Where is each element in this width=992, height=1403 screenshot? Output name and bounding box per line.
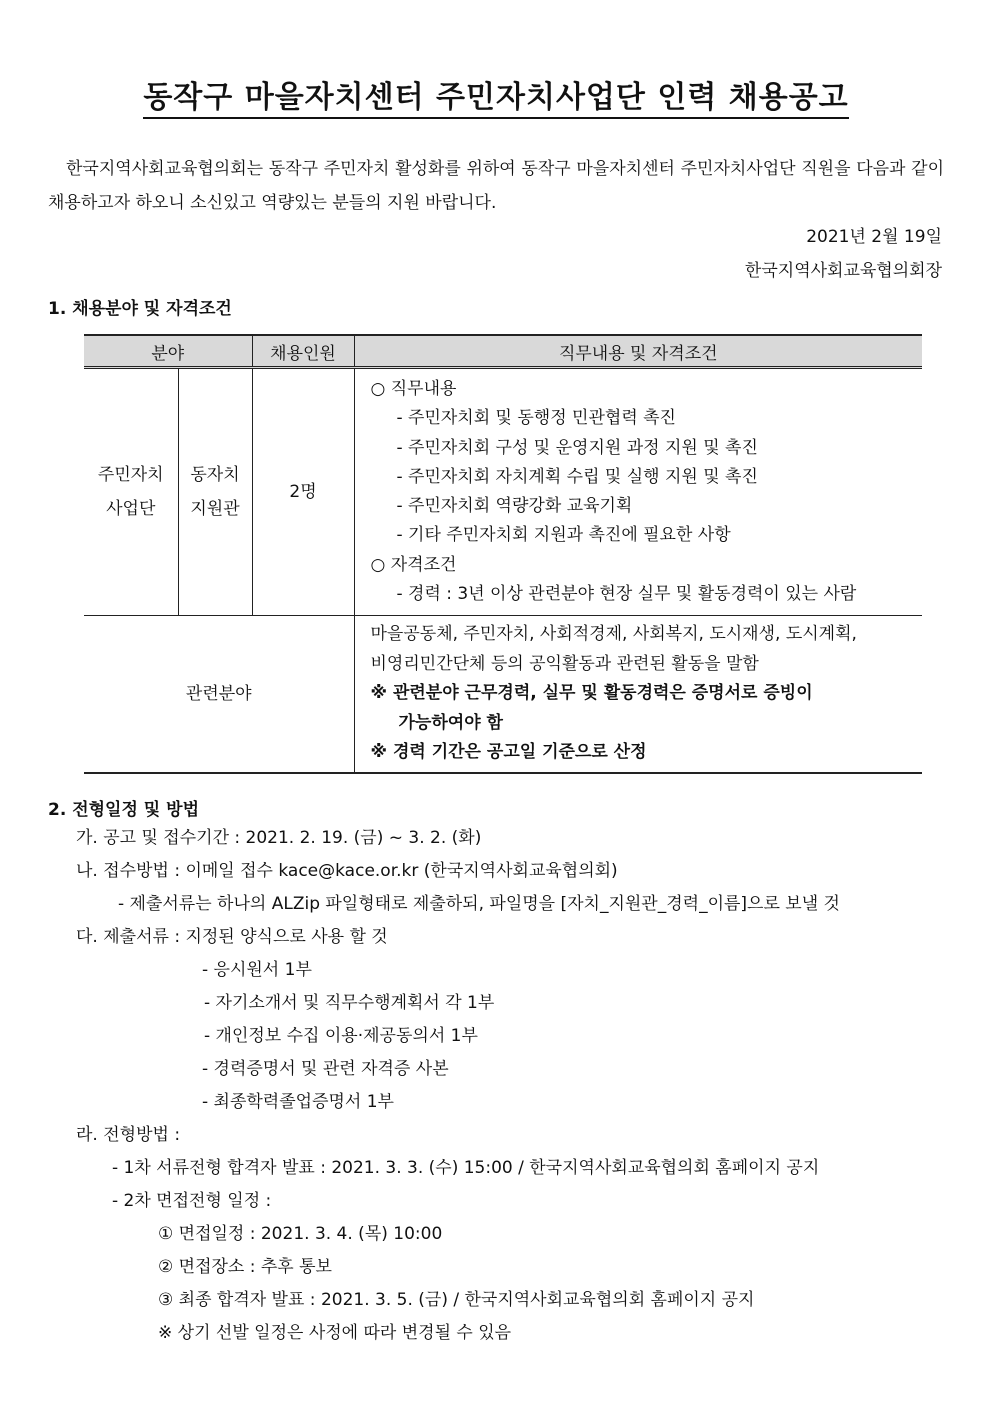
recruitment-table [84,334,922,774]
intro-paragraph: 한국지역사회교육협의회는 동작구 주민자치 활성화를 위하여 동작구 마을자치센터 주민자치사업단 직원을 다음과 같이 채용하고자 하오니 소신있고 역량있는 분들의 지원 바랍니다. [48,159,944,213]
selection-step1: - 1차 서류전형 합격자 발표 : 2021. 3. 3. (수) 15:00 / 한국지역사회교육협의회 홈페이지 공지 [112,1158,820,1178]
duty-item: - 주민자치회 및 동행정 민관협력 촉진 [396,408,676,429]
schedule-period: 가. 공고 및 접수기간 : 2021. 2. 19. (금) ~ 3. 2. (화) [76,828,482,848]
subfield-cell: 동자치 지원관 [178,368,252,616]
header-duties: 직무내용 및 자격조건 [354,335,922,368]
duties-title: ○ 직무내용 [370,379,457,399]
section2-heading: 2. 전형일정 및 방법 [48,800,199,820]
qual-title: ○ 자격조건 [370,554,457,575]
count-cell: 2명 [252,368,354,616]
doc-item: - 응시원서 1부 [202,960,312,980]
header-count: 채용인원 [252,335,354,368]
doc-item: - 개인정보 수집 이용·제공동의서 1부 [204,1026,478,1046]
doc-item: - 최종학력졸업증명서 1부 [202,1092,394,1112]
interview-item: ③ 최종 합격자 발표 : 2021. 3. 5. (금) / 한국지역사회교육협의회 홈페이지 공지 [158,1290,755,1310]
table-row [84,616,922,773]
field-cell: 주민자치 사업단 [84,368,178,616]
header-field: 분야 [84,335,252,368]
selection-method: 라. 전형방법 : [76,1125,181,1145]
application-method-note: - 제출서류는 하나의 ALZip 파일형태로 제출하되, 파일명을 [자치_지원관_경력_이름]으로 보낼 것 [118,894,840,914]
related-line: 마을공동체, 주민자치, 사회적경제, 사회복지, 도시재생, 도시계획, [370,624,857,645]
required-docs: 다. 제출서류 : 지정된 양식으로 사용 할 것 [76,927,388,947]
table-header-row [84,335,922,368]
duty-item: - 기타 주민자치회 지원과 촉진에 필요한 사항 [396,525,731,546]
doc-item: - 자기소개서 및 직무수행계획서 각 1부 [204,993,495,1013]
page-title: 동작구 마을자치센터 주민자치사업단 인력 채용공고 [0,72,992,116]
related-line: 비영리민간단체 등의 공익활동과 관련된 활동을 말함 [370,653,759,674]
related-note-cont: 가능하여야 함 [398,712,503,733]
related-label: 관련분야 [84,616,354,773]
qual-item: - 경력 : 3년 이상 관련분야 현장 실무 및 활동경력이 있는 사람 [396,584,857,605]
duty-item: - 주민자치회 자치계획 수립 및 실행 지원 및 촉진 [396,466,758,487]
schedule-note: ※ 상기 선발 일정은 사정에 따라 변경될 수 있음 [158,1323,512,1343]
announcement-date: 2021년 2월 19일 [806,227,942,247]
interview-item: ② 면접장소 : 추후 통보 [158,1257,332,1277]
table-row [84,368,922,616]
duty-item: - 주민자치회 구성 및 운영지원 과정 지원 및 촉진 [396,437,758,458]
duties-cell [354,368,922,616]
section1-heading: 1. 채용분야 및 자격조건 [48,299,232,319]
doc-item: - 경력증명서 및 관련 자격증 사본 [202,1059,449,1079]
related-note: ※ 경력 기간은 공고일 기준으로 산정 [370,742,647,763]
issuer: 한국지역사회교육협의회장 [744,261,942,281]
related-cell [354,616,922,773]
duty-item: - 주민자치회 역량강화 교육기획 [396,496,633,517]
interview-item: ① 면접일정 : 2021. 3. 4. (목) 10:00 [158,1224,443,1244]
application-method: 나. 접수방법 : 이메일 접수 kace@kace.or.kr (한국지역사회교육협의회) [76,861,618,881]
related-note: ※ 관련분야 근무경력, 실무 및 활동경력은 증명서로 증빙이 [370,683,813,704]
selection-step2: - 2차 면접전형 일정 : [112,1191,272,1211]
